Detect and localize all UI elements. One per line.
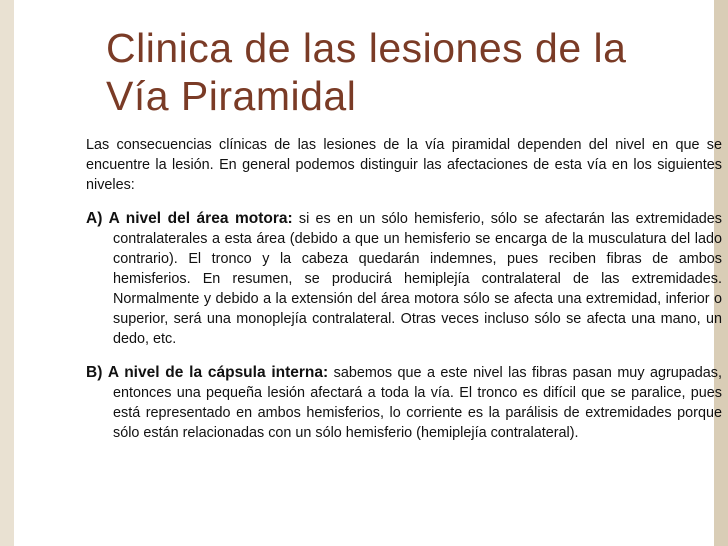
title-line-2: Vía Piramidal: [106, 73, 357, 119]
item-marker: B): [86, 364, 103, 381]
item-text: sabemos que a este nivel las fibras pasan muy agrupadas, entonces una pequeña lesión afectará a toda la vía. El tronco es difícil que se paralice, pues está representado en ambos hemisferios, lo corriente es la parálisis de extremidades porque sólo están relacionadas con un sólo hemisferio (hemiplejía contralateral).: [113, 365, 722, 441]
list-item-b: [86, 363, 722, 443]
item-marker: A): [86, 210, 103, 227]
item-heading: A nivel de la cápsula interna:: [107, 364, 329, 381]
list-item-a: [86, 209, 722, 349]
item-text: si es en un sólo hemisferio, sólo se afectarán las extremidades contralaterales a esta área (debido a que un hemisferio se encarga de la musculatura del lado contrario). El tronco y la cabeza quedarán indemnes, pues reciben fibras de ambos hemisferios. En resumen, se producirá hemiplejía contralateral de las extremidades. Normalmente y debido a la extensión del área motora sólo se afecta una extremidad, inferior o superior, será una monoplejía contralateral. Otras veces incluso sólo se afecta una mano, un dedo, etc.: [113, 211, 722, 347]
item-heading: A nivel del área motora:: [108, 210, 293, 227]
slide-body: [86, 135, 722, 457]
slide-title: [106, 24, 696, 120]
title-line-1: Clinica de las lesiones de la: [106, 25, 627, 71]
intro-paragraph: Las consecuencias clínicas de las lesiones de la vía piramidal dependen del nivel en que se encuentre la lesión. En general podemos distinguir las afectaciones de esta vía en los siguientes niveles:: [86, 137, 722, 193]
left-decorative-band: [0, 0, 14, 546]
